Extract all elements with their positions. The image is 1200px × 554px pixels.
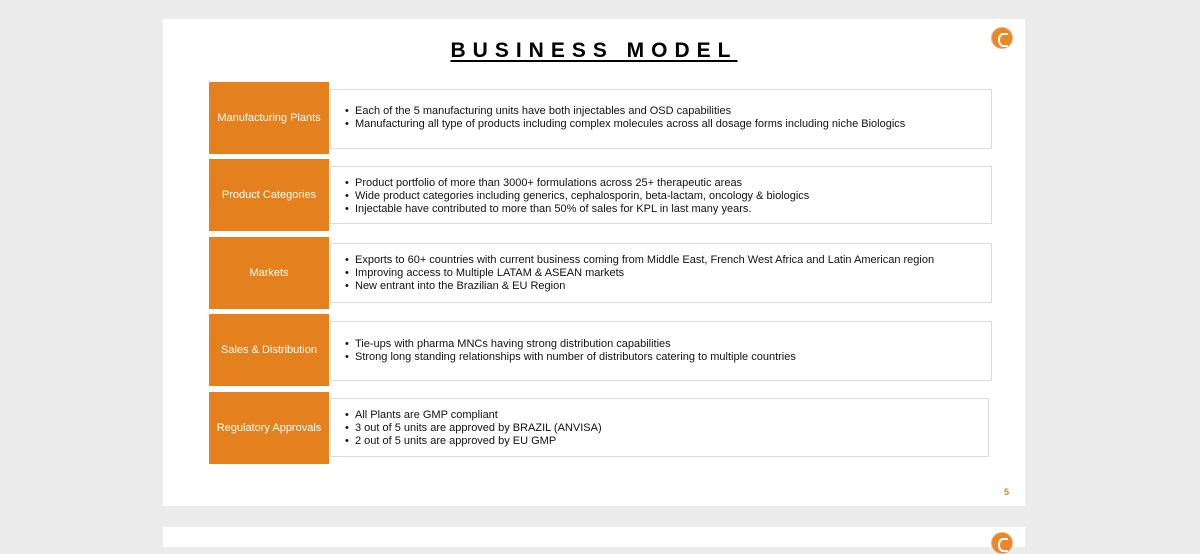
row-label: Markets [209, 237, 329, 309]
row-markets [208, 237, 993, 309]
row-label: Manufacturing Plants [209, 82, 329, 154]
slide-title: BUSINESS MODEL [450, 39, 738, 62]
bullet-item: • All Plants are GMP compliant [345, 409, 988, 422]
bullet-item: • Injectable have contributed to more than 50% of sales for KPL in last many years. [345, 203, 991, 216]
row-content [330, 243, 992, 303]
company-logo-icon [991, 532, 1013, 554]
row-label: Sales & Distribution [209, 314, 329, 386]
row-label: Product Categories [209, 159, 329, 231]
bullet-item: • Strong long standing relationships with number of distributors catering to multiple countries [345, 351, 991, 364]
bullet-item: • Improving access to Multiple LATAM & ASEAN markets [345, 267, 991, 280]
bullet-item: • Each of the 5 manufacturing units have both injectables and OSD capabilities [345, 105, 991, 118]
row-regulatory-approvals [208, 392, 993, 464]
slide [163, 19, 1025, 506]
bullet-item: • Product portfolio of more than 3000+ formulations across 25+ therapeutic areas [345, 177, 991, 190]
page-number: 5 [1003, 487, 1009, 497]
next-slide-preview [163, 527, 1025, 547]
bullet-item: • Wide product categories including generics, cephalosporin, beta-lactam, oncology & biologics [345, 190, 991, 203]
bullet-item: • Manufacturing all type of products including complex molecules across all dosage forms including niche Biologics [345, 118, 991, 131]
row-label: Regulatory Approvals [209, 392, 329, 464]
row-sales-distribution [208, 314, 993, 386]
row-content [330, 89, 992, 149]
bullet-item: • 3 out of 5 units are approved by BRAZIL (ANVISA) [345, 422, 988, 435]
row-product-categories [208, 159, 993, 231]
bullet-item: • Exports to 60+ countries with current business coming from Middle East, French West Africa and Latin American region [345, 254, 991, 267]
row-manufacturing-plants [208, 82, 993, 154]
row-content [330, 398, 989, 457]
bullet-item: • New entrant into the Brazilian & EU Region [345, 280, 991, 293]
bullet-item: • Tie-ups with pharma MNCs having strong distribution capabilities [345, 338, 991, 351]
bullet-item: • 2 out of 5 units are approved by EU GMP [345, 435, 988, 448]
row-content [330, 321, 992, 381]
row-content [330, 166, 992, 224]
